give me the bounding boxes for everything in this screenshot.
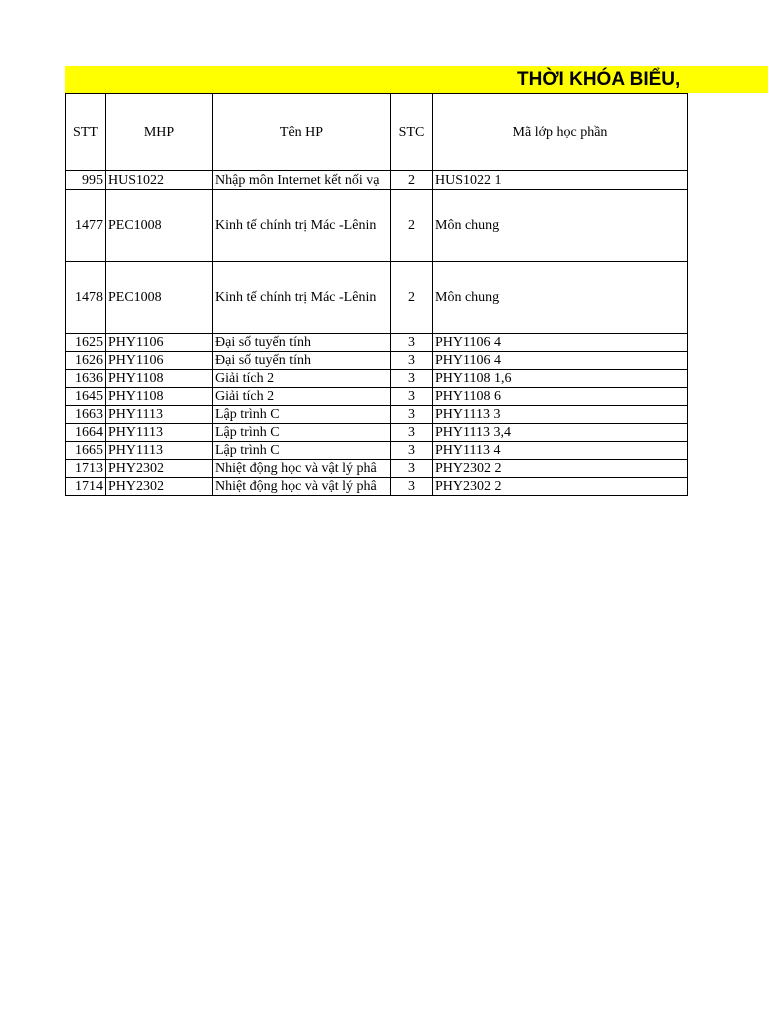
cell-mhp[interactable]: PEC1008 <box>106 190 213 262</box>
cell-ma-lop[interactable]: PHY1113 3,4 <box>433 424 688 442</box>
table-row[interactable] <box>66 442 688 460</box>
cell-stc[interactable]: 3 <box>391 352 433 370</box>
table-row[interactable] <box>66 424 688 442</box>
cell-ten-hp[interactable]: Lập trình C <box>213 442 391 460</box>
cell-ma-lop[interactable]: PHY2302 2 <box>433 460 688 478</box>
cell-ten-hp[interactable]: Nhiệt động học và vật lý phâ <box>213 478 391 496</box>
table-row[interactable] <box>66 478 688 496</box>
cell-stt[interactable]: 1636 <box>66 370 106 388</box>
cell-ten-hp[interactable]: Giải tích 2 <box>213 388 391 406</box>
cell-stt[interactable]: 1645 <box>66 388 106 406</box>
table-row[interactable] <box>66 406 688 424</box>
table-row[interactable] <box>66 352 688 370</box>
cell-stt[interactable]: 1714 <box>66 478 106 496</box>
cell-mhp[interactable]: PHY1113 <box>106 442 213 460</box>
column-header-stt: STT <box>66 94 106 171</box>
cell-ma-lop[interactable]: Môn chung <box>433 262 688 334</box>
title-bar <box>65 66 768 93</box>
cell-stc[interactable]: 2 <box>391 190 433 262</box>
column-header-mhp: MHP <box>106 94 213 171</box>
cell-stt[interactable]: 1663 <box>66 406 106 424</box>
cell-ten-hp[interactable]: Đại số tuyến tính <box>213 334 391 352</box>
cell-ten-hp[interactable]: Giải tích 2 <box>213 370 391 388</box>
table-row[interactable] <box>66 388 688 406</box>
cell-stc[interactable]: 3 <box>391 406 433 424</box>
cell-ma-lop[interactable]: PHY1108 1,6 <box>433 370 688 388</box>
cell-stc[interactable]: 3 <box>391 334 433 352</box>
cell-stc[interactable]: 3 <box>391 460 433 478</box>
column-header-ma-lop: Mã lớp học phần <box>433 94 688 171</box>
cell-ma-lop[interactable]: PHY1106 4 <box>433 352 688 370</box>
cell-stt[interactable]: 1626 <box>66 352 106 370</box>
cell-stc[interactable]: 3 <box>391 370 433 388</box>
table-row[interactable] <box>66 334 688 352</box>
table-row[interactable] <box>66 262 688 334</box>
cell-ma-lop[interactable]: PHY1108 6 <box>433 388 688 406</box>
cell-ten-hp[interactable]: Nhiệt động học và vật lý phâ <box>213 460 391 478</box>
cell-mhp[interactable]: PHY1108 <box>106 388 213 406</box>
cell-mhp[interactable]: PHY1108 <box>106 370 213 388</box>
cell-stt[interactable]: 1625 <box>66 334 106 352</box>
cell-ma-lop[interactable]: PHY2302 2 <box>433 478 688 496</box>
cell-stc[interactable]: 2 <box>391 262 433 334</box>
cell-ma-lop[interactable]: PHY1106 4 <box>433 334 688 352</box>
cell-mhp[interactable]: PHY1113 <box>106 424 213 442</box>
cell-ten-hp[interactable]: Đại số tuyến tính <box>213 352 391 370</box>
cell-ten-hp[interactable]: Kinh tế chính trị Mác -Lênin <box>213 190 391 262</box>
cell-mhp[interactable]: PHY1113 <box>106 406 213 424</box>
cell-stt[interactable]: 1664 <box>66 424 106 442</box>
table-row[interactable] <box>66 370 688 388</box>
cell-stc[interactable]: 2 <box>391 171 433 190</box>
cell-stt[interactable]: 1713 <box>66 460 106 478</box>
cell-stc[interactable]: 3 <box>391 478 433 496</box>
schedule-table <box>65 93 688 496</box>
cell-mhp[interactable]: PHY1106 <box>106 352 213 370</box>
cell-ma-lop[interactable]: HUS1022 1 <box>433 171 688 190</box>
column-header-stc: STC <box>391 94 433 171</box>
cell-ma-lop[interactable]: Môn chung <box>433 190 688 262</box>
cell-stc[interactable]: 3 <box>391 424 433 442</box>
cell-ma-lop[interactable]: PHY1113 4 <box>433 442 688 460</box>
cell-stc[interactable]: 3 <box>391 388 433 406</box>
page-title: THỜI KHÓA BIỂU, <box>517 69 681 90</box>
cell-stt[interactable]: 1477 <box>66 190 106 262</box>
cell-ten-hp[interactable]: Kinh tế chính trị Mác -Lênin <box>213 262 391 334</box>
cell-ten-hp[interactable]: Lập trình C <box>213 406 391 424</box>
cell-mhp[interactable]: PHY2302 <box>106 460 213 478</box>
table-row[interactable] <box>66 460 688 478</box>
cell-mhp[interactable]: PHY1106 <box>106 334 213 352</box>
cell-stt[interactable]: 1665 <box>66 442 106 460</box>
cell-stc[interactable]: 3 <box>391 442 433 460</box>
header-row <box>66 94 688 171</box>
cell-ma-lop[interactable]: PHY1113 3 <box>433 406 688 424</box>
table-row[interactable] <box>66 171 688 190</box>
cell-mhp[interactable]: PHY2302 <box>106 478 213 496</box>
cell-mhp[interactable]: PEC1008 <box>106 262 213 334</box>
cell-stt[interactable]: 995 <box>66 171 106 190</box>
table-row[interactable] <box>66 190 688 262</box>
cell-stt[interactable]: 1478 <box>66 262 106 334</box>
cell-mhp[interactable]: HUS1022 <box>106 171 213 190</box>
cell-ten-hp[interactable]: Lập trình C <box>213 424 391 442</box>
cell-ten-hp[interactable]: Nhập môn Internet kết nối vạ <box>213 171 391 190</box>
column-header-ten-hp: Tên HP <box>213 94 391 171</box>
